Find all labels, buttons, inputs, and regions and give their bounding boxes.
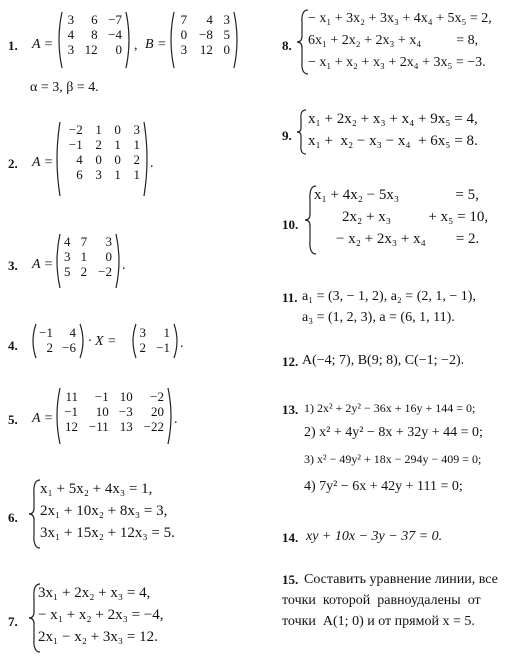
p9-system — [308, 108, 478, 152]
p9-brace — [296, 108, 308, 156]
p15-line-2: точки которой равноудалены от — [282, 593, 481, 608]
p2-matrix-a-cell: 2 — [133, 152, 140, 167]
p5-matrix-a-cell: −1 — [64, 404, 79, 419]
p2-matrix-a-cell: 1 — [114, 167, 121, 182]
problem-1-number: 1. — [8, 38, 18, 53]
p8-row-1: − x₁ + 3x₂ + 3x₃ + 4x₄ + 5x₅ = 2, — [308, 11, 492, 26]
p4-matrix-right-cell: 2 — [139, 340, 146, 355]
p4-period: . — [180, 336, 184, 351]
p7-row-3: 2x₁ − x₂ + 3x₃ = 12. — [38, 629, 158, 645]
p4-matrix-right-cell: −1 — [156, 340, 170, 355]
p13-item-2: 2) x² + 4y² − 8x + 32y + 44 = 0; — [304, 425, 483, 440]
p3-matrix-a-cell: 2 — [80, 264, 88, 279]
p4-matrix-right-row — [134, 325, 174, 340]
p1-matrix-a-cell: 12 — [84, 42, 98, 57]
p7-row-1: 3x₁ + 2x₂ + x₃ = 4, — [38, 585, 151, 601]
problem-3-number: 3. — [8, 258, 18, 273]
p3-matrix-a-cell: 5 — [64, 264, 71, 279]
p10-row-3: − x₂ + 2x₃ + x₄ = 2. — [336, 231, 480, 247]
p5-matrix-a-cell: 13 — [119, 419, 133, 434]
p3-matrix-a-cell: 3 — [105, 234, 112, 249]
p1-matrix-a-cell: −4 — [108, 27, 122, 42]
p4-matrix-right-cell: 3 — [139, 325, 146, 340]
p1-matrix-a-row — [62, 42, 126, 57]
p8-system — [308, 8, 492, 74]
p4-matrix-left-cell: −1 — [39, 325, 53, 340]
p3-matrix-a-cell: 7 — [80, 234, 88, 249]
p15-line-3: точки A(1; 0) и от прямой x = 5. — [282, 614, 475, 629]
p8-row-3: − x₁ + x₂ + x₃ + 2x₄ + 3x₅ = −3. — [308, 55, 486, 70]
p1-matrix-a-cell: 4 — [67, 27, 75, 42]
p3-matrix-a-cell: 4 — [64, 234, 71, 249]
p2-matrix-a-cell: 1 — [95, 122, 102, 137]
p1-matrix-a-row — [62, 27, 126, 42]
p2-matrix-a-row — [58, 137, 144, 152]
p2-matrix-a-cell: −1 — [68, 137, 83, 152]
p1-params: α = 3, β = 4. — [30, 80, 99, 95]
p5-matrix-a-cell: 11 — [65, 389, 79, 404]
p2-matrix-a-cell: 1 — [114, 137, 121, 152]
problem-10-number: 10. — [282, 217, 299, 232]
p1-matrix-b-row — [174, 27, 234, 42]
p2-matrix-a-cell: 4 — [76, 152, 83, 167]
p9-row-1: x₁ + 2x₂ + x₃ + x₄ + 9x₅ = 4, — [308, 111, 478, 127]
p1-matrix-b-cell: 4 — [206, 12, 213, 27]
p1-matrix-b-cell: 3 — [223, 12, 230, 27]
p5-matrix-a-cell: −2 — [150, 389, 164, 404]
p1-b-label: B = — [145, 37, 167, 52]
problem-12-number: 12. — [282, 354, 299, 369]
p4-mid: · X = — [88, 334, 117, 349]
p5-matrix-a-cell: 12 — [65, 419, 79, 434]
problem-11-number: 11. — [282, 290, 298, 305]
p1-matrix-a-cell: −7 — [108, 12, 122, 27]
p2-period: . — [150, 156, 154, 171]
p6-row-1: x₁ + 5x₂ + 4x₃ = 1, — [40, 481, 153, 497]
p5-matrix-a-row — [58, 389, 168, 404]
p6-system — [40, 478, 175, 544]
p4-matrix-left-cell: −6 — [62, 340, 76, 355]
problem-14-number: 14. — [282, 530, 299, 545]
p4-matrix-left-row — [34, 340, 80, 355]
p5-matrix-a-cell: −3 — [118, 404, 133, 419]
p15-line-1: Составить уравнение линии, все — [304, 572, 498, 587]
p13-item-1: 1) 2x² + 2y² − 36x + 16y + 144 = 0; — [304, 401, 476, 415]
p9-row-2: x₁ + x₂ − x₃ − x₄ + 6x₅ = 8. — [308, 133, 478, 149]
p2-matrix-a-cell: −2 — [68, 122, 83, 137]
p5-matrix-a-cell: −22 — [143, 419, 164, 434]
p10-system — [314, 184, 504, 250]
problem-13-number: 13. — [282, 402, 299, 417]
p2-matrix-a-cell: 0 — [114, 122, 121, 137]
p2-matrix-a-cell: 1 — [133, 137, 140, 152]
p13-item-3: 3) x² − 49y² + 18x − 294y − 409 = 0; — [304, 452, 482, 466]
p1-matrix-b-cell: −8 — [199, 27, 213, 42]
problem-15-number: 15. — [282, 572, 299, 587]
p1-matrix-b-row — [174, 42, 234, 57]
problem-9-number: 9. — [282, 128, 292, 143]
p3-matrix-a-row — [58, 249, 116, 264]
p1-matrix-a-cell: 3 — [67, 12, 75, 27]
p11-line-1: a₁ = (3, − 1, 2), a₂ = (2, 1, − 1), — [302, 289, 476, 304]
p2-matrix-a-cell: 3 — [95, 167, 102, 182]
p1-matrix-a-cell: 6 — [91, 12, 98, 27]
p11-line-2: a₃ = (1, 2, 3), a = (6, 1, 11). — [302, 310, 455, 325]
p2-matrix-a-row — [58, 122, 144, 137]
p2-matrix-a-cell: 3 — [133, 122, 140, 137]
problem-6-number: 6. — [8, 510, 18, 525]
p4-matrix-right-row — [134, 340, 174, 355]
problem-8-number: 8. — [282, 38, 292, 53]
p1-matrix-b-cell: 7 — [180, 12, 188, 27]
p3-matrix-a-row — [58, 264, 116, 279]
p2-matrix-a-cell: 1 — [133, 167, 140, 182]
p5-matrix-a-cell: 20 — [151, 404, 164, 419]
p1-matrix-b-cell: 0 — [223, 42, 230, 57]
p1-matrix-a-row — [62, 12, 126, 27]
p14-text: xy + 10x − 3y − 37 = 0. — [306, 529, 443, 544]
problem-2-number: 2. — [8, 156, 18, 171]
p13-item-4: 4) 7y² − 6x + 42y + 111 = 0; — [304, 479, 463, 494]
problem-5-number: 5. — [8, 412, 18, 427]
p2-matrix-a-cell: 6 — [76, 167, 83, 182]
p1-matrix-b-cell: 12 — [199, 42, 213, 57]
p3-matrix-a-cell: 3 — [64, 249, 71, 264]
problem-4-number: 4. — [8, 338, 18, 353]
p7-row-2: − x₁ + x₂ + 2x₃ = −4, — [38, 607, 164, 623]
p5-matrix-a-row — [58, 419, 168, 434]
p2-matrix-a-cell: 0 — [114, 152, 121, 167]
p5-matrix-a-cell: 10 — [95, 404, 109, 419]
p6-row-3: 3x₁ + 15x₂ + 12x₃ = 5. — [40, 525, 175, 541]
p10-row-1: x₁ + 4x₂ − 5x₃ = 5, — [314, 187, 479, 203]
p1-matrix-b-cell: 0 — [180, 27, 188, 42]
p12-text: A(−4; 7), B(9; 8), C(−1; −2). — [302, 353, 465, 368]
p1-matrix-b-cell: 3 — [180, 42, 188, 57]
p5-a-label: A = — [32, 411, 54, 426]
p4-matrix-left-row — [34, 325, 80, 340]
p3-matrix-a-cell: 0 — [105, 249, 112, 264]
p7-system — [38, 582, 164, 648]
p3-matrix-a-cell: 1 — [80, 249, 88, 264]
p5-matrix-a-cell: −11 — [88, 419, 109, 434]
p4-matrix-left-cell: 4 — [69, 325, 76, 340]
p3-period: . — [122, 258, 126, 273]
p2-matrix-a-cell: 0 — [95, 152, 102, 167]
p5-matrix-a-row — [58, 404, 168, 419]
p1-comma: , — [134, 38, 138, 53]
p2-a-label: A = — [32, 155, 54, 170]
p3-matrix-a-cell: −2 — [98, 264, 112, 279]
p8-row-2: 6x₁ + 2x₂ + 2x₃ + x₄ = 8, — [308, 33, 479, 48]
p5-period: . — [174, 412, 178, 427]
p1-matrix-a-cell: 8 — [91, 27, 98, 42]
p10-row-2: 2x₂ + x₃ + x₅ = 10, — [342, 209, 489, 225]
p3-a-label: A = — [32, 257, 54, 272]
p2-matrix-a-cell: 2 — [95, 137, 102, 152]
p1-matrix-a-cell: 0 — [115, 42, 122, 57]
p6-row-2: 2x₁ + 10x₂ + 8x₃ = 3, — [40, 503, 168, 519]
p1-matrix-b-row — [174, 12, 234, 27]
p2-matrix-a-row — [58, 167, 144, 182]
p2-matrix-a-row — [58, 152, 144, 167]
p5-matrix-a-cell: −1 — [94, 389, 109, 404]
p3-matrix-a-row — [58, 234, 116, 249]
p1-matrix-b-cell: 5 — [223, 27, 230, 42]
p1-a-label: A = — [32, 37, 54, 52]
p4-matrix-right-cell: 1 — [163, 325, 170, 340]
p5-matrix-a-cell: 10 — [119, 389, 133, 404]
problem-7-number: 7. — [8, 614, 18, 629]
p4-matrix-left-cell: 2 — [46, 340, 53, 355]
p1-matrix-a-cell: 3 — [67, 42, 75, 57]
